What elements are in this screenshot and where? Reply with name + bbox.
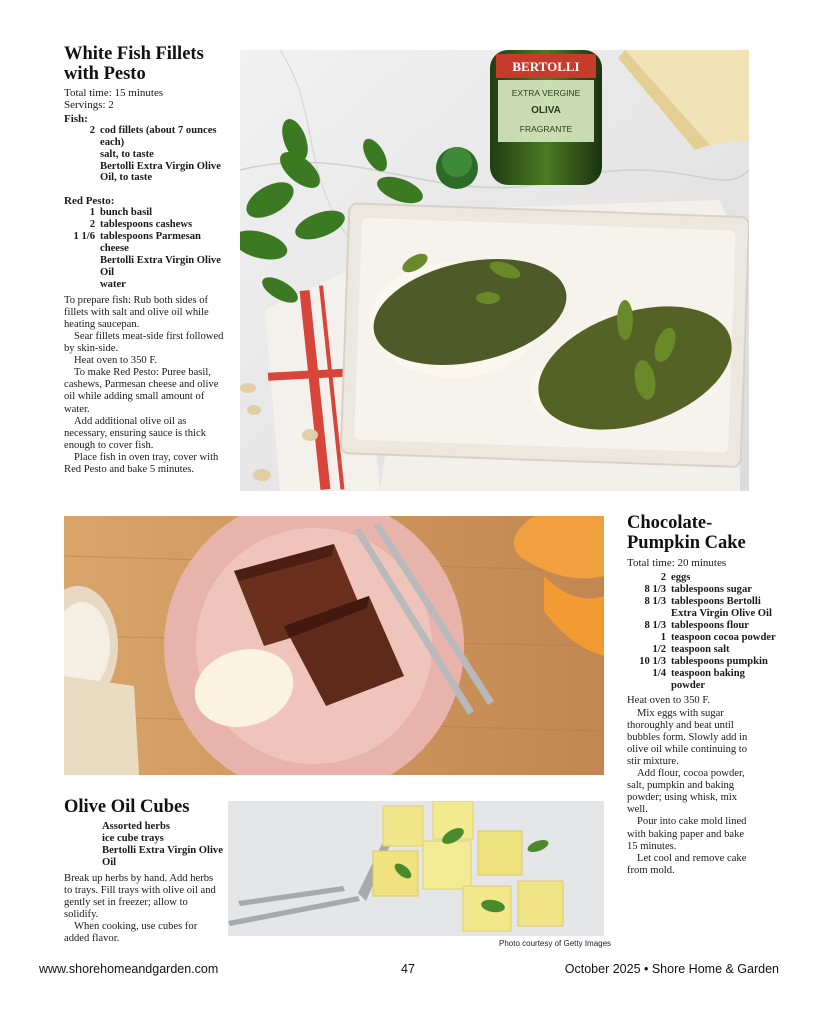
instruction-step: To make Red Pesto: Puree basil, cashews, Parmesan cheese and olive oil while adding small amount of water.	[64, 367, 219, 415]
fish-total-time: Total time: 15 minutes	[64, 87, 164, 99]
page-number: 47	[401, 962, 415, 976]
ingredient-row: Assorted herbs	[102, 821, 170, 832]
instruction-step: Add additional olive oil as necessary, ensuring sauce is thick enough to cover fish.	[64, 415, 206, 451]
cake-photo	[64, 516, 604, 775]
bottle-label-line: EXTRA VERGINE	[511, 88, 581, 98]
ingredient-row: 1 1/6 tablespoons Parmesan cheese	[73, 231, 201, 255]
fish-ingredients-label: Fish:	[64, 112, 88, 125]
ingredient-row: 8 1/3 tablespoons flour	[644, 620, 749, 632]
ingredient-row: water	[100, 278, 126, 290]
cake-instructions	[627, 695, 749, 876]
fish-recipe	[64, 44, 232, 476]
fish-title: White Fish Fillets with Pesto	[64, 44, 204, 84]
fish-instructions	[64, 295, 224, 476]
cake-recipe	[627, 513, 777, 877]
instruction-step: Heat oven to 350 F.	[74, 355, 158, 367]
olive-cubes-photo	[228, 801, 604, 936]
olive-title: Olive Oil Cubes	[64, 797, 190, 817]
cake-total-time: Total time: 20 minutes	[627, 557, 727, 569]
instruction-step: Sear fillets meat-side first followed by skin-side.	[64, 330, 224, 355]
photo-credit: Photo courtesy of Getty Images	[499, 939, 612, 948]
footer-issue: October 2025 • Shore Home & Garden	[564, 962, 779, 976]
instruction-step: Heat oven to 350 F.	[627, 695, 711, 707]
instruction-step: Add flour, cocoa powder, salt, pumpkin and baking powder; using whisk, mix well.	[627, 768, 745, 816]
bottle-label-line: OLIVA	[531, 105, 561, 116]
ingredient-row: 2 tablespoons cashews	[89, 219, 193, 231]
cake-title: Chocolate-Pumpkin Cake	[627, 513, 746, 553]
cake-ingredient-list	[627, 572, 777, 691]
instruction-step: Place fish in oven tray, cover with Red Pesto and bake 5 minutes.	[64, 451, 219, 475]
ingredient-row: 1 teaspoon cocoa powder	[660, 631, 776, 643]
bottle-brand-label: BERTOLLI	[512, 59, 580, 74]
olive-instructions	[64, 873, 224, 946]
ingredient-row: 1/4 teaspoon baking powder	[652, 667, 745, 691]
ingredient-row: 8 1/3 tablespoons sugar	[644, 584, 752, 596]
olive-ingredient-list	[64, 821, 224, 869]
fish-photo	[240, 50, 749, 491]
instruction-step: When cooking, use cubes for added flavor.	[64, 921, 198, 945]
ingredient-row: Bertolli Extra Virgin Olive Oil	[102, 844, 223, 868]
ingredient-row: 2 eggs	[660, 572, 691, 584]
instruction-step: To prepare fish: Rub both sides of fillets with salt and olive oil while heating saucepan.	[64, 294, 209, 330]
olive-cubes-recipe	[64, 797, 224, 945]
ingredient-row: 1 bunch basil	[89, 207, 153, 219]
ingredient-row: 1/2 teaspoon salt	[652, 643, 730, 655]
ingredient-row: Bertolli Extra Virgin Olive Oil	[100, 254, 221, 278]
ingredient-row: salt, to taste	[100, 148, 154, 160]
instruction-step: Let cool and remove cake from mold.	[627, 852, 747, 876]
instruction-step: Break up herbs by hand. Add herbs to trays. Fill trays with olive oil and gently set in freezer; allow to solidify.	[64, 872, 216, 920]
instruction-step: Mix eggs with sugar thoroughly and beat until bubbles form. Slowly add in olive oil while continuing to stir mixture.	[627, 707, 748, 767]
ingredient-row: 2 cod fillets (about 7 ounces each)	[89, 124, 217, 148]
footer-url: www.shorehomeandgarden.com	[39, 962, 219, 976]
fish-ingredient-list	[64, 125, 232, 185]
ingredient-row: Bertolli Extra Virgin Olive Oil, to taste	[100, 160, 221, 184]
ingredient-row: 10 1/3 tablespoons pumpkin	[639, 655, 768, 667]
pesto-ingredients-label: Red Pesto:	[64, 195, 115, 208]
pesto-ingredient-list	[64, 207, 232, 290]
ingredient-row: ice cube trays	[102, 832, 164, 844]
page-footer	[39, 962, 779, 982]
fish-servings: Servings: 2	[64, 99, 114, 112]
instruction-step: Pour into cake mold lined with baking paper and bake 15 minutes.	[627, 816, 747, 852]
bottle-label-line: FRAGRANTE	[519, 124, 573, 134]
ingredient-row: 8 1/3 tablespoons Bertolli Extra Virgin Olive Oil	[644, 596, 772, 620]
